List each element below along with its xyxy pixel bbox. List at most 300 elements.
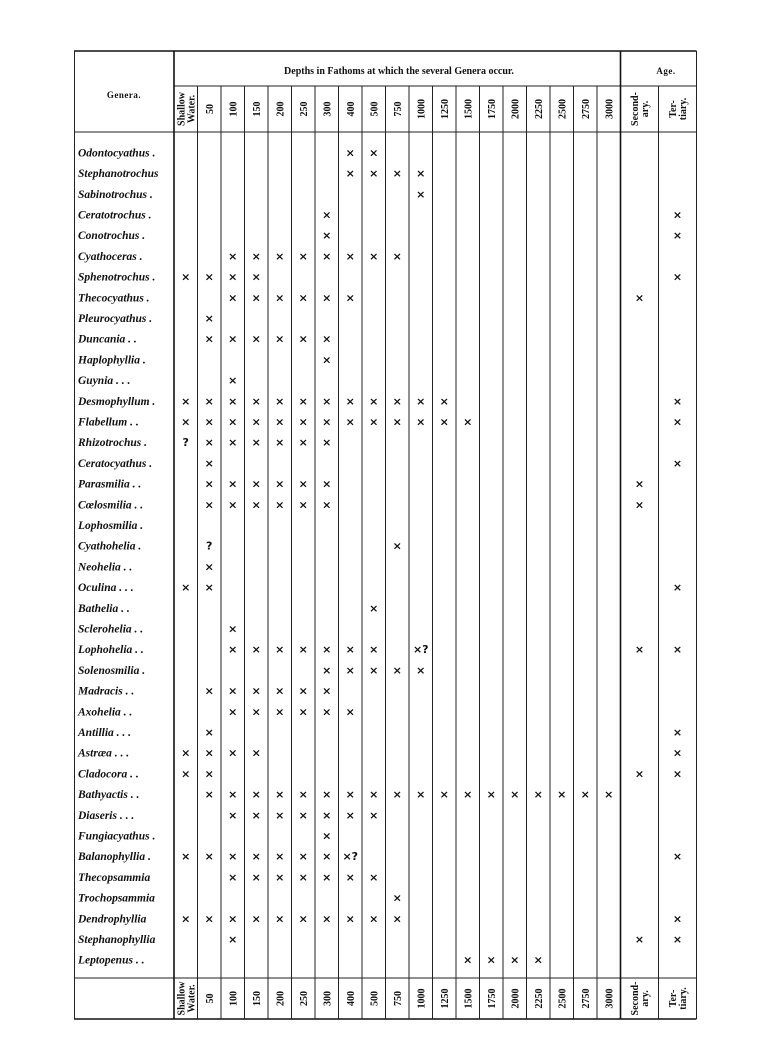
table-row bbox=[77, 850, 682, 863]
footer-depth-column-label-text: 50 bbox=[204, 993, 216, 1004]
age-occurrence-mark: × bbox=[672, 643, 683, 657]
genus-name: Madracis . . bbox=[78, 685, 135, 698]
depth-occurrence-mark: × bbox=[369, 788, 379, 802]
depth-occurrence-mark: × bbox=[204, 456, 214, 470]
depth-occurrence-mark: × bbox=[369, 394, 379, 408]
depth-column-header-text: 750 bbox=[392, 101, 404, 117]
genus-name: Lophohelia . . bbox=[78, 644, 144, 657]
depth-occurrence-mark: × bbox=[275, 436, 285, 450]
depth-column-header bbox=[604, 99, 615, 119]
depth-occurrence-mark: × bbox=[392, 788, 402, 802]
footer-age-column-label bbox=[668, 987, 689, 1010]
depth-occurrence-mark: × bbox=[228, 374, 238, 388]
genus-name: Diaseris . . . bbox=[78, 809, 135, 822]
depth-occurrence-mark: × bbox=[392, 663, 402, 677]
depth-column-header-text: 3000 bbox=[604, 99, 616, 119]
depth-occurrence-mark: × bbox=[298, 332, 308, 346]
depth-occurrence-mark: × bbox=[345, 643, 355, 657]
genus-name: Fungiacyathus . bbox=[78, 830, 156, 843]
depth-occurrence-mark: × bbox=[181, 850, 191, 864]
depth-column-header bbox=[322, 102, 333, 117]
depth-occurrence-mark: × bbox=[251, 643, 261, 657]
footer-depth-column-label-text: 2500 bbox=[557, 988, 569, 1009]
depth-occurrence-mark: × bbox=[204, 394, 214, 408]
genus-name: Duncania . . bbox=[78, 333, 137, 346]
table-row bbox=[78, 457, 682, 470]
table-row bbox=[77, 602, 378, 615]
depth-occurrence-mark: × bbox=[228, 394, 238, 408]
table-row bbox=[77, 705, 355, 718]
depth-occurrence-mark: × bbox=[345, 146, 355, 160]
depth-occurrence-mark: × bbox=[181, 746, 191, 760]
genus-name: Balanophyllia . bbox=[78, 851, 151, 864]
depth-occurrence-mark: × bbox=[251, 788, 261, 802]
depth-occurrence-mark: × bbox=[251, 684, 261, 698]
depth-occurrence-mark: × bbox=[416, 394, 426, 408]
genus-name: Flabellum . . bbox=[78, 416, 139, 429]
footer-depth-column-label bbox=[604, 989, 615, 1009]
depth-occurrence-mark: × bbox=[439, 788, 449, 802]
genus-name: Stephanophyllia bbox=[78, 933, 156, 946]
genus-name: Guynia . . . bbox=[78, 375, 131, 388]
depth-occurrence-mark: × bbox=[510, 788, 520, 802]
genus-name: Haplophyllia . bbox=[78, 354, 146, 367]
genus-name: Ceratocyathus . bbox=[78, 457, 153, 470]
age-occurrence-mark: × bbox=[634, 932, 645, 946]
depth-occurrence-mark: × bbox=[322, 850, 332, 864]
depth-column-header bbox=[557, 99, 568, 119]
footer-depth-column-label-text: 2000 bbox=[510, 988, 522, 1009]
table-row bbox=[78, 188, 425, 201]
depth-occurrence-mark: × bbox=[416, 415, 426, 429]
footer-depth-column-label-text: 200 bbox=[275, 991, 287, 1006]
depth-occurrence-mark: × bbox=[275, 870, 285, 884]
depth-occurrence-mark: × bbox=[322, 249, 332, 263]
table-row bbox=[78, 933, 682, 946]
depth-column-header bbox=[299, 102, 310, 117]
footer-depth-column-label-text: 1750 bbox=[486, 988, 498, 1009]
table-row bbox=[78, 271, 682, 284]
footer-depth-column-label bbox=[369, 991, 380, 1006]
depth-occurrence-mark: × bbox=[251, 291, 261, 305]
depth-occurrence-mark: × bbox=[275, 788, 285, 802]
depth-column-header-text: 2500 bbox=[557, 99, 569, 119]
table-row bbox=[78, 622, 237, 635]
depth-occurrence-mark: × bbox=[369, 415, 379, 429]
age-occurrence-mark: × bbox=[672, 394, 683, 408]
depth-occurrence-mark: × bbox=[204, 436, 214, 450]
age-occurrence-mark: × bbox=[634, 498, 645, 512]
depth-occurrence-mark: × bbox=[251, 332, 261, 346]
age-column-header-text: Ter-tiary. bbox=[668, 97, 689, 121]
footer-depth-column-label-text: 100 bbox=[228, 991, 240, 1006]
depth-occurrence-mark: × bbox=[298, 394, 308, 408]
genus-name: Lophosmilia . bbox=[78, 519, 144, 532]
depth-column-header-text: 500 bbox=[369, 101, 381, 117]
depth-occurrence-mark: × bbox=[228, 291, 238, 305]
table-row bbox=[77, 395, 682, 408]
depth-occurrence-mark: × bbox=[228, 436, 238, 450]
depth-occurrence-mark: × bbox=[369, 146, 379, 160]
depth-occurrence-mark: × bbox=[251, 436, 261, 450]
depth-occurrence-mark: × bbox=[322, 829, 332, 843]
depth-occurrence-mark: × bbox=[204, 581, 214, 595]
depth-occurrence-mark: × bbox=[322, 353, 332, 367]
depth-occurrence-mark: × bbox=[298, 788, 308, 802]
depth-column-header-text: 1750 bbox=[486, 99, 498, 119]
depth-occurrence-mark: × bbox=[204, 332, 214, 346]
depth-occurrence-mark: × bbox=[369, 663, 379, 677]
age-occurrence-mark: × bbox=[672, 767, 683, 781]
depth-occurrence-mark: × bbox=[275, 291, 285, 305]
depth-occurrence-mark: × bbox=[298, 808, 308, 822]
depth-occurrence-mark: × bbox=[486, 788, 496, 802]
depth-occurrence-mark: × bbox=[204, 560, 214, 574]
depth-occurrence-mark: × bbox=[298, 684, 308, 698]
genera-depth-table bbox=[74, 50, 708, 1020]
table-row bbox=[77, 415, 682, 428]
depth-occurrence-mark: × bbox=[298, 415, 308, 429]
depth-occurrence-mark: × bbox=[298, 477, 308, 491]
footer-depth-column-label-text: 2250 bbox=[533, 988, 545, 1009]
footer-depth-column-label-text: 1500 bbox=[463, 988, 475, 1009]
depth-occurrence-mark: × bbox=[345, 870, 355, 884]
depth-occurrence-mark: × bbox=[275, 912, 285, 926]
depth-occurrence-mark: × bbox=[228, 746, 238, 760]
depth-occurrence-mark: × bbox=[298, 705, 308, 719]
depth-occurrence-mark: × bbox=[204, 912, 214, 926]
depth-occurrence-mark: × bbox=[392, 891, 402, 905]
depth-occurrence-mark: × bbox=[181, 394, 191, 408]
depth-occurrence-mark: × bbox=[369, 601, 379, 615]
genera-column-header: Genera. bbox=[106, 90, 142, 100]
age-group-header: Age. bbox=[656, 66, 676, 76]
depth-column-header-text: 2750 bbox=[580, 99, 592, 119]
depth-occurrence-mark: × bbox=[204, 850, 214, 864]
depth-occurrence-mark: × bbox=[298, 498, 308, 512]
depth-occurrence-mark: × bbox=[275, 705, 285, 719]
depth-occurrence-mark: × bbox=[228, 622, 238, 636]
depth-occurrence-mark: × bbox=[322, 229, 332, 243]
age-occurrence-mark: × bbox=[634, 767, 645, 781]
depth-occurrence-mark: × bbox=[181, 270, 191, 284]
depth-group-header: Depths in Fathoms at which the several Genera occur. bbox=[284, 66, 514, 77]
depth-column-header-text: 50 bbox=[204, 104, 216, 114]
table-row bbox=[78, 892, 402, 905]
genus-name: Rhizotrochus . bbox=[78, 437, 148, 450]
depth-occurrence-mark: × bbox=[369, 870, 379, 884]
table-row bbox=[78, 250, 402, 263]
table-row bbox=[77, 954, 543, 967]
age-column-header-text: Second-ary. bbox=[630, 92, 651, 126]
depth-occurrence-mark: × bbox=[251, 870, 261, 884]
depth-occurrence-mark: × bbox=[298, 850, 308, 864]
genus-name: Oculina . . . bbox=[78, 582, 134, 595]
depth-column-header bbox=[346, 102, 357, 117]
table-row bbox=[77, 747, 682, 760]
depth-column-header-text: 1000 bbox=[416, 99, 428, 119]
depth-column-header bbox=[534, 99, 545, 119]
genus-name: Bathelia . . bbox=[78, 602, 130, 615]
depth-occurrence-mark: × bbox=[463, 415, 473, 429]
depth-occurrence-mark: × bbox=[369, 912, 379, 926]
depth-occurrence-mark: × bbox=[369, 808, 379, 822]
genus-name: Thecocyathus . bbox=[78, 292, 150, 305]
depth-occurrence-mark: × bbox=[322, 477, 332, 491]
depth-occurrence-mark: × bbox=[345, 167, 355, 181]
depth-occurrence-mark: × bbox=[345, 788, 355, 802]
table-row bbox=[78, 146, 378, 159]
footer-depth-column-label-text: 3000 bbox=[604, 988, 616, 1009]
genus-name: Cladocora . . bbox=[78, 768, 139, 781]
table-row bbox=[77, 809, 378, 822]
age-occurrence-mark: × bbox=[634, 477, 645, 491]
depth-occurrence-mark: × bbox=[298, 436, 308, 450]
table-row bbox=[78, 498, 644, 511]
table-row bbox=[78, 312, 214, 325]
genus-name: Bathyactis . . bbox=[78, 789, 140, 802]
depth-occurrence-mark: × bbox=[228, 912, 238, 926]
depth-occurrence-mark: × bbox=[275, 850, 285, 864]
genus-name: Thecopsammia bbox=[78, 871, 151, 884]
footer-depth-column-label bbox=[393, 991, 404, 1006]
table-row bbox=[77, 333, 331, 346]
depth-occurrence-mark: × bbox=[416, 167, 426, 181]
footer-depth-column-label-text: 1250 bbox=[439, 988, 451, 1009]
depth-occurrence-mark: × bbox=[275, 477, 285, 491]
footer-depth-column-label bbox=[228, 991, 239, 1006]
depth-occurrence-mark: × bbox=[392, 394, 402, 408]
footer-age-column-label bbox=[630, 982, 651, 1016]
depth-occurrence-mark: × bbox=[228, 684, 238, 698]
depth-column-header bbox=[440, 99, 451, 119]
footer-depth-column-label bbox=[176, 981, 197, 1016]
age-occurrence-mark: × bbox=[672, 208, 683, 222]
depth-occurrence-mark: × bbox=[416, 187, 426, 201]
table-row bbox=[77, 560, 214, 573]
genus-name: Parasmilia . . bbox=[78, 478, 142, 491]
depth-occurrence-mark: × bbox=[486, 953, 496, 967]
depth-occurrence-mark: ×? bbox=[342, 850, 359, 864]
genus-name: Ceratotrochus . bbox=[78, 209, 152, 222]
depth-column-header-text: 150 bbox=[251, 101, 263, 117]
depth-occurrence-mark: × bbox=[204, 477, 214, 491]
footer-depth-column-label bbox=[346, 991, 357, 1006]
depth-occurrence-mark: × bbox=[345, 394, 355, 408]
footer-depth-column-label bbox=[487, 989, 498, 1009]
depth-occurrence-mark: × bbox=[275, 643, 285, 657]
depth-occurrence-mark: × bbox=[228, 477, 238, 491]
depth-occurrence-mark: × bbox=[181, 581, 191, 595]
depth-occurrence-mark: × bbox=[228, 332, 238, 346]
footer-age-column-label-text: Second-ary. bbox=[630, 981, 651, 1016]
depth-occurrence-mark: × bbox=[228, 850, 238, 864]
depth-occurrence-mark: × bbox=[228, 270, 238, 284]
depth-occurrence-mark: ? bbox=[182, 436, 189, 450]
depth-occurrence-mark: × bbox=[251, 808, 261, 822]
table-row bbox=[77, 520, 143, 532]
footer-depth-column-label bbox=[252, 991, 263, 1006]
depth-occurrence-mark: × bbox=[275, 684, 285, 698]
genus-name: Conotrochus . bbox=[78, 230, 146, 243]
depth-occurrence-mark: × bbox=[204, 725, 214, 739]
table-row bbox=[78, 871, 378, 884]
depth-occurrence-mark: × bbox=[439, 415, 449, 429]
depth-occurrence-mark: × bbox=[322, 415, 332, 429]
footer-depth-column-label bbox=[463, 989, 474, 1009]
footer-depth-column-label-text: 250 bbox=[298, 991, 310, 1006]
depth-occurrence-mark: × bbox=[557, 788, 567, 802]
age-occurrence-mark: × bbox=[672, 850, 683, 864]
depth-occurrence-mark: × bbox=[322, 643, 332, 657]
depth-occurrence-mark: × bbox=[204, 746, 214, 760]
footer-depth-column-label bbox=[275, 991, 286, 1006]
depth-occurrence-mark: × bbox=[204, 415, 214, 429]
age-occurrence-mark: × bbox=[672, 912, 683, 926]
footer-depth-column-label bbox=[416, 989, 427, 1009]
footer-depth-column-label-text: 300 bbox=[322, 991, 334, 1006]
depth-occurrence-mark: × bbox=[298, 870, 308, 884]
depth-column-header bbox=[176, 91, 197, 126]
depth-occurrence-mark: × bbox=[345, 912, 355, 926]
table-row bbox=[77, 726, 682, 739]
depth-column-header-text: 2250 bbox=[533, 99, 545, 119]
depth-occurrence-mark: × bbox=[369, 167, 379, 181]
depth-occurrence-mark: × bbox=[275, 394, 285, 408]
depth-occurrence-mark: × bbox=[580, 788, 590, 802]
footer-depth-column-label-text: 150 bbox=[251, 991, 263, 1006]
age-column-header bbox=[668, 97, 689, 120]
footer-depth-column-label-text: 500 bbox=[369, 991, 381, 1006]
depth-column-header bbox=[463, 99, 474, 119]
depth-occurrence-mark: × bbox=[275, 332, 285, 346]
depth-occurrence-mark: × bbox=[392, 539, 402, 553]
genus-name: Sclerohelia . . bbox=[78, 623, 144, 636]
depth-occurrence-mark: × bbox=[275, 415, 285, 429]
depth-occurrence-mark: × bbox=[251, 850, 261, 864]
depth-column-header bbox=[369, 102, 380, 117]
genus-name: Axohelia . . bbox=[78, 706, 133, 719]
table-grid bbox=[74, 50, 708, 1020]
table-row bbox=[78, 374, 237, 387]
footer-depth-column-label bbox=[534, 989, 545, 1009]
genus-name: Sabinotrochus . bbox=[78, 188, 153, 201]
footer-depth-column-label-text: 750 bbox=[392, 991, 404, 1006]
depth-occurrence-mark: × bbox=[322, 870, 332, 884]
depth-occurrence-mark: × bbox=[322, 332, 332, 346]
depth-occurrence-mark: × bbox=[533, 788, 543, 802]
depth-column-header-text: 2000 bbox=[510, 99, 522, 119]
table-row bbox=[78, 478, 644, 491]
depth-occurrence-mark: × bbox=[369, 643, 379, 657]
depth-occurrence-mark: × bbox=[416, 663, 426, 677]
genus-name: Desmophyllum . bbox=[78, 395, 156, 408]
depth-occurrence-mark: × bbox=[322, 705, 332, 719]
depth-occurrence-mark: × bbox=[322, 912, 332, 926]
genus-name: Cyathoceras . bbox=[78, 250, 143, 263]
depth-occurrence-mark: × bbox=[345, 663, 355, 677]
depth-occurrence-mark: × bbox=[204, 788, 214, 802]
footer-depth-column-label bbox=[581, 989, 592, 1009]
table-row bbox=[77, 353, 331, 366]
depth-occurrence-mark: × bbox=[251, 270, 261, 284]
table-row bbox=[77, 685, 331, 698]
depth-occurrence-mark: × bbox=[392, 415, 402, 429]
table-row bbox=[78, 167, 425, 180]
genus-name: Leptopenus . . bbox=[78, 954, 145, 967]
depth-occurrence-mark: × bbox=[322, 436, 332, 450]
depth-occurrence-mark: × bbox=[369, 249, 379, 263]
depth-column-header bbox=[510, 99, 521, 119]
footer-depth-column-label bbox=[322, 991, 333, 1006]
genus-name: Pleurocyathus . bbox=[78, 312, 153, 325]
table-row bbox=[77, 788, 613, 801]
age-occurrence-mark: × bbox=[672, 456, 683, 470]
depth-occurrence-mark: × bbox=[463, 953, 473, 967]
footer-depth-column-label bbox=[557, 989, 568, 1009]
depth-occurrence-mark: × bbox=[181, 767, 191, 781]
genus-name: Astræa . . . bbox=[78, 747, 130, 760]
depth-occurrence-mark: × bbox=[345, 808, 355, 822]
depth-occurrence-mark: × bbox=[228, 249, 238, 263]
depth-occurrence-mark: × bbox=[345, 249, 355, 263]
depth-column-header-text: 200 bbox=[275, 101, 287, 117]
table-row bbox=[78, 208, 682, 221]
depth-occurrence-mark: × bbox=[322, 498, 332, 512]
depth-occurrence-mark: × bbox=[463, 788, 473, 802]
depth-occurrence-mark: × bbox=[322, 808, 332, 822]
depth-occurrence-mark: × bbox=[204, 767, 214, 781]
depth-occurrence-mark: × bbox=[228, 788, 238, 802]
age-column-header bbox=[630, 92, 651, 126]
depth-column-header-text: ShallowWater. bbox=[176, 92, 198, 126]
table-row bbox=[77, 436, 331, 449]
depth-column-header bbox=[205, 104, 216, 114]
depth-occurrence-mark: × bbox=[181, 415, 191, 429]
genus-name: Trochopsammia bbox=[78, 892, 155, 905]
depth-occurrence-mark: × bbox=[392, 167, 402, 181]
footer-depth-column-label-text: ShallowWater. bbox=[176, 981, 198, 1016]
depth-occurrence-mark: × bbox=[251, 912, 261, 926]
depth-occurrence-mark: × bbox=[251, 415, 261, 429]
depth-column-header-text: 400 bbox=[345, 101, 357, 117]
depth-occurrence-mark: × bbox=[204, 498, 214, 512]
table-row bbox=[78, 581, 682, 594]
depth-occurrence-mark: × bbox=[204, 270, 214, 284]
footer-age-column-label-text: Ter-tiary. bbox=[668, 987, 689, 1010]
depth-column-header bbox=[581, 99, 592, 119]
genus-name: Dendrophyllia bbox=[78, 913, 147, 926]
depth-occurrence-mark: × bbox=[416, 788, 426, 802]
depth-occurrence-mark: × bbox=[322, 291, 332, 305]
footer-depth-column-label bbox=[440, 989, 451, 1009]
footer-depth-column-label-text: 1000 bbox=[416, 988, 428, 1009]
genus-name: Cyathohelia . bbox=[78, 540, 142, 553]
depth-occurrence-mark: × bbox=[251, 746, 261, 760]
age-occurrence-mark: × bbox=[672, 746, 683, 760]
depth-occurrence-mark: × bbox=[298, 912, 308, 926]
depth-occurrence-mark: × bbox=[298, 291, 308, 305]
genus-name: Odontocyathus . bbox=[78, 147, 156, 160]
footer-depth-column-label bbox=[510, 989, 521, 1009]
depth-column-header-text: 250 bbox=[298, 101, 310, 117]
depth-occurrence-mark: × bbox=[322, 684, 332, 698]
depth-occurrence-mark: × bbox=[298, 249, 308, 263]
footer-depth-column-label bbox=[205, 994, 216, 1004]
footer-depth-column-label-text: 2750 bbox=[580, 988, 592, 1009]
genus-name: Sphenotrochus . bbox=[78, 271, 156, 284]
depth-column-header bbox=[487, 99, 498, 119]
